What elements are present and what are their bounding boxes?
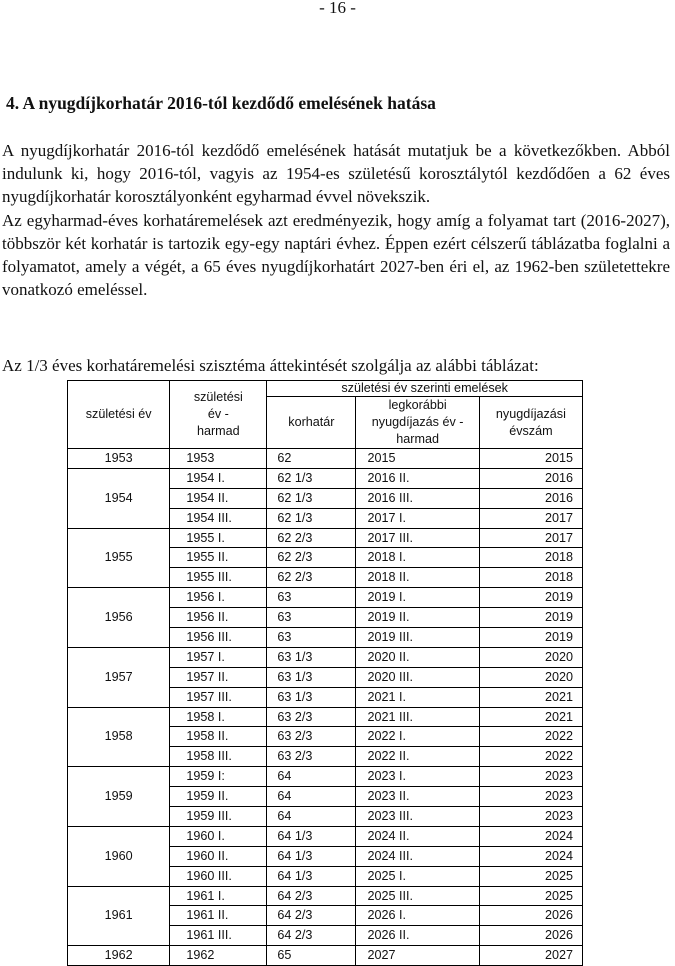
birth-third-cell: 1956 II. bbox=[170, 608, 267, 628]
birth-third-cell: 1955 I. bbox=[170, 528, 267, 548]
header-earliest-retirement: legkorábbi nyugdíjazás év - harmad bbox=[356, 397, 479, 449]
table-intro: Az 1/3 éves korhatáremelési szisztéma áttekintését szolgálja az alábbi táblázat: bbox=[2, 356, 539, 375]
birth-third-cell: 1957 I. bbox=[170, 647, 267, 667]
birth-year-cell: 1954 bbox=[68, 468, 170, 528]
retirement-year-cell: 2022 bbox=[479, 747, 582, 767]
retirement-age-cell: 64 2/3 bbox=[267, 926, 356, 946]
retirement-age-cell: 64 1/3 bbox=[267, 866, 356, 886]
earliest-retirement-cell: 2018 I. bbox=[356, 548, 479, 568]
table-body bbox=[68, 449, 583, 966]
retirement-year-cell: 2025 bbox=[479, 886, 582, 906]
retirement-year-cell: 2023 bbox=[479, 787, 582, 807]
birth-third-cell: 1960 II. bbox=[170, 846, 267, 866]
retirement-year-cell: 2015 bbox=[479, 449, 582, 469]
retirement-age-cell: 63 1/3 bbox=[267, 647, 356, 667]
birth-third-cell: 1957 II. bbox=[170, 667, 267, 687]
header-retirement-year-line1: nyugdíjazási bbox=[495, 406, 566, 421]
birth-year-cell: 1960 bbox=[68, 826, 170, 886]
birth-third-cell: 1953 bbox=[170, 449, 267, 469]
page-number: - 16 - bbox=[319, 0, 356, 17]
earliest-retirement-cell: 2019 II. bbox=[356, 608, 479, 628]
retirement-age-cell: 62 bbox=[267, 449, 356, 469]
retirement-age-cell: 63 2/3 bbox=[267, 747, 356, 767]
retirement-age-cell: 64 bbox=[267, 807, 356, 827]
birth-third-cell: 1959 II. bbox=[170, 787, 267, 807]
birth-third-cell: 1961 III. bbox=[170, 926, 267, 946]
retirement-age-cell: 64 1/3 bbox=[267, 826, 356, 846]
retirement-year-cell: 2021 bbox=[479, 687, 582, 707]
retirement-year-cell: 2017 bbox=[479, 528, 582, 548]
earliest-retirement-cell: 2016 III. bbox=[356, 488, 479, 508]
earliest-retirement-cell: 2025 III. bbox=[356, 886, 479, 906]
earliest-retirement-cell: 2023 III. bbox=[356, 807, 479, 827]
earliest-retirement-cell: 2023 II. bbox=[356, 787, 479, 807]
retirement-age-cell: 63 bbox=[267, 608, 356, 628]
earliest-retirement-cell: 2023 I. bbox=[356, 767, 479, 787]
retirement-year-cell: 2024 bbox=[479, 846, 582, 866]
header-birth-third-line3: harmad bbox=[196, 424, 240, 438]
table-row bbox=[68, 707, 583, 727]
earliest-retirement-cell: 2022 II. bbox=[356, 747, 479, 767]
retirement-age-cell: 62 2/3 bbox=[267, 548, 356, 568]
retirement-year-cell: 2026 bbox=[479, 906, 582, 926]
retirement-year-cell: 2027 bbox=[479, 946, 582, 966]
earliest-retirement-cell: 2024 II. bbox=[356, 826, 479, 846]
retirement-age-cell: 64 2/3 bbox=[267, 906, 356, 926]
header-retirement-year-line2: évszám bbox=[509, 423, 553, 438]
birth-third-cell: 1960 III. bbox=[170, 866, 267, 886]
earliest-retirement-cell: 2015 bbox=[356, 449, 479, 469]
table-row bbox=[68, 647, 583, 667]
retirement-age-cell: 63 2/3 bbox=[267, 707, 356, 727]
retirement-age-cell: 63 1/3 bbox=[267, 667, 356, 687]
earliest-retirement-cell: 2019 III. bbox=[356, 628, 479, 648]
header-group: születési év szerinti emelések bbox=[267, 381, 583, 397]
birth-year-cell: 1953 bbox=[68, 449, 170, 469]
section-heading: 4. A nyugdíjkorhatár 2016-tól kezdődő emelésének hatása bbox=[6, 93, 436, 113]
retirement-year-cell: 2016 bbox=[479, 468, 582, 488]
retirement-year-cell: 2023 bbox=[479, 807, 582, 827]
birth-third-cell: 1962 bbox=[170, 946, 267, 966]
birth-year-cell: 1962 bbox=[68, 946, 170, 966]
earliest-retirement-cell: 2022 I. bbox=[356, 727, 479, 747]
earliest-retirement-cell: 2021 I. bbox=[356, 687, 479, 707]
birth-third-cell: 1954 I. bbox=[170, 468, 267, 488]
retirement-age-cell: 63 1/3 bbox=[267, 687, 356, 707]
paragraph-2: Az egyharmad-éves korhatáremelések azt eredményezik, hogy amíg a folyamat tart (2016-2027), többször két korhatár is tartozik egy-egy naptári évhez. Éppen ezért célszerű táblázatba foglalni a folyamatot, amely a végét, a 65 éves nyugdíjkorhatárt 2027-ben éri el, az 1962-ben születettekre vonatkozó emeléssel. bbox=[2, 210, 670, 300]
retirement-year-cell: 2020 bbox=[479, 667, 582, 687]
earliest-retirement-cell: 2025 I. bbox=[356, 866, 479, 886]
paragraph-1: A nyugdíjkorhatár 2016-tól kezdődő emelésének hatását mutatjuk be a következőkben. Abból indulunk ki, hogy 2016-tól, vagyis az 1954-es születésű korosztálytól kezdődően a 62 éves nyugdíjkorhatár korosztályonként egyharmad évvel növekszik. bbox=[2, 141, 670, 207]
body-text bbox=[2, 139, 670, 301]
birth-third-cell: 1960 I. bbox=[170, 826, 267, 846]
retirement-age-cell: 62 1/3 bbox=[267, 468, 356, 488]
retirement-age-cell: 65 bbox=[267, 946, 356, 966]
retirement-year-cell: 2023 bbox=[479, 767, 582, 787]
earliest-retirement-cell: 2018 II. bbox=[356, 568, 479, 588]
table-header bbox=[68, 381, 583, 449]
retirement-age-cell: 64 2/3 bbox=[267, 886, 356, 906]
table-row bbox=[68, 826, 583, 846]
birth-year-cell: 1961 bbox=[68, 886, 170, 946]
earliest-retirement-cell: 2020 III. bbox=[356, 667, 479, 687]
header-birth-third-line1: születési bbox=[193, 390, 243, 404]
retirement-age-cell: 62 1/3 bbox=[267, 488, 356, 508]
table-row bbox=[68, 946, 583, 966]
birth-third-cell: 1954 II. bbox=[170, 488, 267, 508]
retirement-age-cell: 63 bbox=[267, 588, 356, 608]
birth-third-cell: 1954 III. bbox=[170, 508, 267, 528]
birth-year-cell: 1958 bbox=[68, 707, 170, 767]
birth-third-cell: 1959 III. bbox=[170, 807, 267, 827]
retirement-year-cell: 2017 bbox=[479, 508, 582, 528]
birth-third-cell: 1958 III. bbox=[170, 747, 267, 767]
earliest-retirement-cell: 2019 I. bbox=[356, 588, 479, 608]
retirement-year-cell: 2020 bbox=[479, 647, 582, 667]
retirement-year-cell: 2026 bbox=[479, 926, 582, 946]
birth-third-cell: 1955 II. bbox=[170, 548, 267, 568]
birth-third-cell: 1955 III. bbox=[170, 568, 267, 588]
retirement-year-cell: 2021 bbox=[479, 707, 582, 727]
header-retirement-year bbox=[479, 397, 582, 449]
birth-third-cell: 1958 II. bbox=[170, 727, 267, 747]
retirement-age-cell: 62 1/3 bbox=[267, 508, 356, 528]
retirement-age-cell: 63 bbox=[267, 628, 356, 648]
birth-third-cell: 1956 I. bbox=[170, 588, 267, 608]
birth-third-cell: 1961 I. bbox=[170, 886, 267, 906]
birth-year-cell: 1959 bbox=[68, 767, 170, 827]
header-birth-third bbox=[170, 381, 267, 449]
retirement-age-table bbox=[67, 380, 583, 966]
retirement-age-cell: 64 bbox=[267, 767, 356, 787]
earliest-retirement-cell: 2026 I. bbox=[356, 906, 479, 926]
retirement-year-cell: 2018 bbox=[479, 568, 582, 588]
table-row bbox=[68, 449, 583, 469]
earliest-retirement-cell: 2020 II. bbox=[356, 647, 479, 667]
table-row bbox=[68, 886, 583, 906]
retirement-year-cell: 2024 bbox=[479, 826, 582, 846]
retirement-age-cell: 62 2/3 bbox=[267, 568, 356, 588]
retirement-age-cell: 63 2/3 bbox=[267, 727, 356, 747]
earliest-retirement-cell: 2017 III. bbox=[356, 528, 479, 548]
table-row bbox=[68, 588, 583, 608]
earliest-retirement-cell: 2016 II. bbox=[356, 468, 479, 488]
retirement-year-cell: 2019 bbox=[479, 608, 582, 628]
table-row bbox=[68, 468, 583, 488]
birth-third-cell: 1956 III. bbox=[170, 628, 267, 648]
table-row bbox=[68, 528, 583, 548]
earliest-retirement-cell: 2026 II. bbox=[356, 926, 479, 946]
retirement-year-cell: 2025 bbox=[479, 866, 582, 886]
birth-third-cell: 1957 III. bbox=[170, 687, 267, 707]
retirement-year-cell: 2022 bbox=[479, 727, 582, 747]
earliest-retirement-cell: 2017 I. bbox=[356, 508, 479, 528]
birth-year-cell: 1956 bbox=[68, 588, 170, 648]
retirement-year-cell: 2018 bbox=[479, 548, 582, 568]
retirement-age-cell: 64 bbox=[267, 787, 356, 807]
birth-third-cell: 1961 II. bbox=[170, 906, 267, 926]
retirement-year-cell: 2016 bbox=[479, 488, 582, 508]
birth-third-cell: 1959 I: bbox=[170, 767, 267, 787]
retirement-year-cell: 2019 bbox=[479, 628, 582, 648]
header-retirement-age: korhatár bbox=[267, 397, 356, 449]
birth-year-cell: 1957 bbox=[68, 647, 170, 707]
earliest-retirement-cell: 2027 bbox=[356, 946, 479, 966]
retirement-age-cell: 62 2/3 bbox=[267, 528, 356, 548]
header-birth-year: születési év bbox=[68, 381, 170, 449]
birth-year-cell: 1955 bbox=[68, 528, 170, 588]
birth-third-cell: 1958 I. bbox=[170, 707, 267, 727]
retirement-year-cell: 2019 bbox=[479, 588, 582, 608]
header-birth-third-line2: év - bbox=[207, 407, 229, 421]
table-row bbox=[68, 767, 583, 787]
earliest-retirement-cell: 2021 III. bbox=[356, 707, 479, 727]
retirement-age-cell: 64 1/3 bbox=[267, 846, 356, 866]
earliest-retirement-cell: 2024 III. bbox=[356, 846, 479, 866]
